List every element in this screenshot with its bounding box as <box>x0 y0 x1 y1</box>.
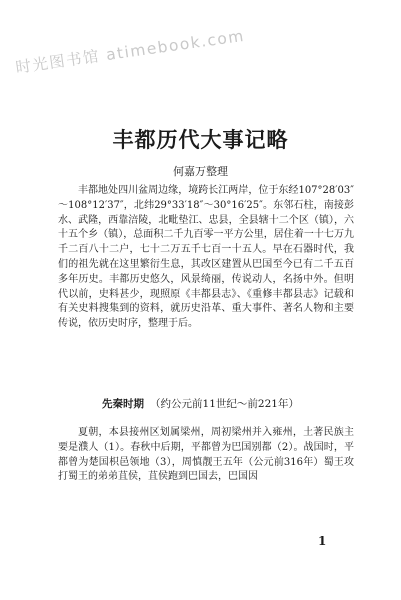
document-title: 丰都历代大事记略 <box>112 127 289 152</box>
page-number: 1 <box>318 534 327 548</box>
author-line: 何嘉万整理 <box>173 165 228 178</box>
section-paragraph: 夏朝，本县接州区划属梁州，周初梁州并入雍州，土著民族主要是濮人（1）。春秋中后期，平都曾为巴国别都（2）。战国时，平都曾为楚国枳邑领地（3），周慎靓王五年（公元前316年）蜀王攻打蜀王的弟弟苴侯，苴侯跑到巴国去，巴国因 <box>58 427 354 483</box>
section-label: 先秦时期 <box>102 398 145 410</box>
intro-paragraph: 丰都地处四川盆周边缘，境跨长江两岸，位于东经107°28′03″～108°12′37″，北纬29°33′18″～30°16′25″。东邻石柱，南接彭水、武隆，西靠涪陵，北毗垫江、忠县，全县辖十二个区（镇），六十五个乡（镇），总面积二千九百零一平方公里，居住着一十七万九千二百八十二户，七十二万五千七百一十五人。早在石器时代，我们的祖先就在这里繁衍生息，其改区建置从巴国至今已有二千五百多年历史。丰都历史悠久，风景绮丽，传说动人，名扬中外。但明代以前，史料甚少，现照原《丰都县志》、《重修丰都县志》记载和有关史料搜集到的资料，就历史沿革、重大事件、著名人物和主要传说，依历史时序，整理于后。 <box>58 185 354 330</box>
section-heading <box>0 396 401 411</box>
watermark: 时光图书馆 atimebook.com <box>14 26 246 77</box>
section-range: （约公元前11世纪～前221年） <box>150 398 299 410</box>
